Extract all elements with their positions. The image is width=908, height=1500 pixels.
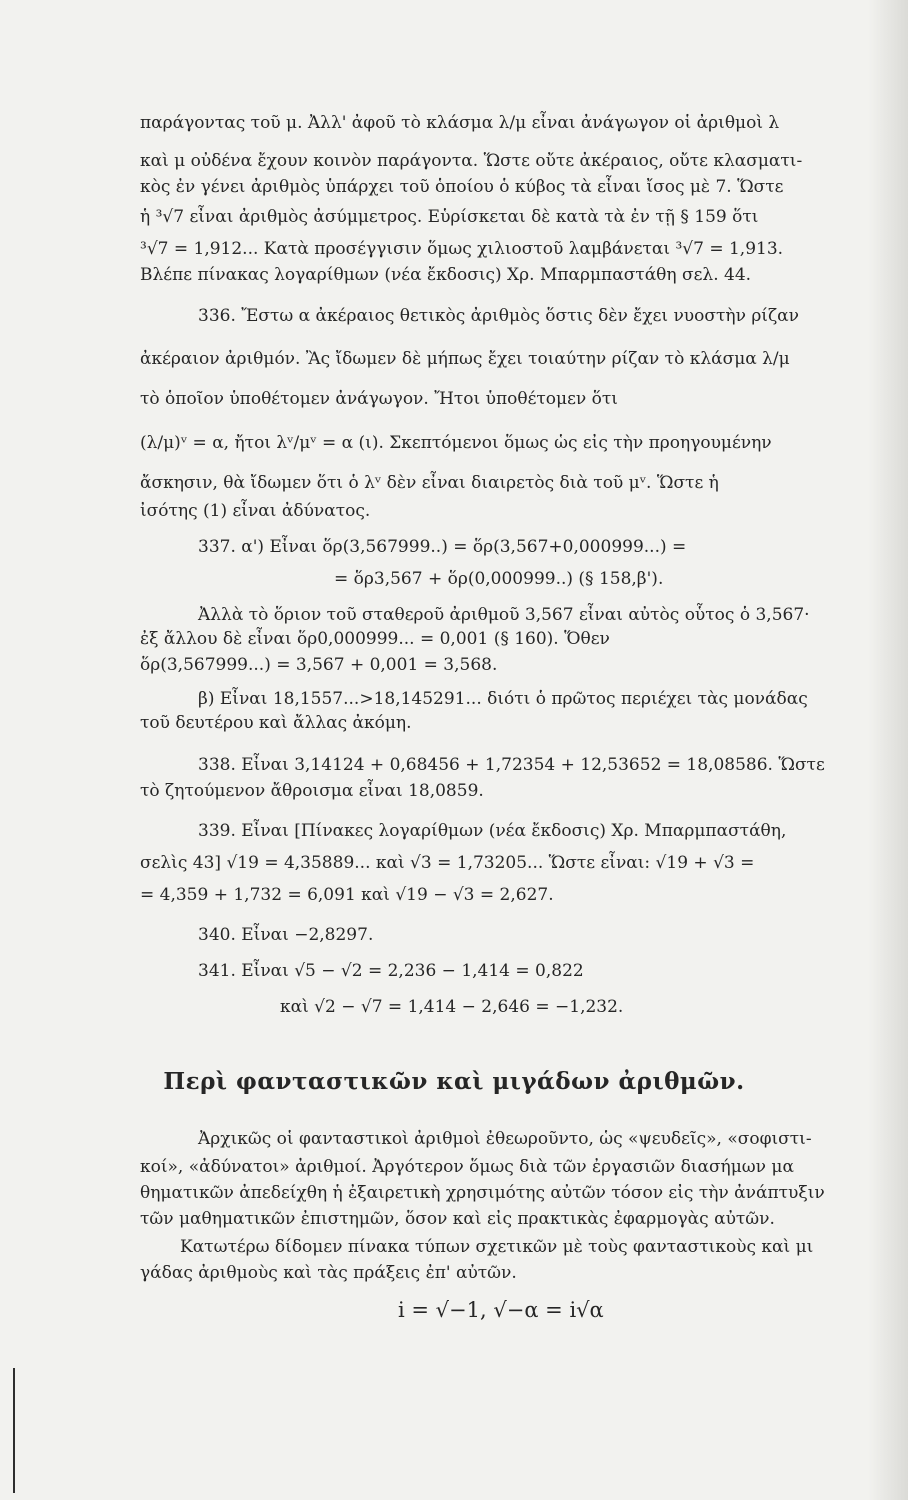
- exercise-336-line-3: τὸ ὁποῖον ὑποθέτομεν ἀνάγωγον. Ἤτοι ὑποθέτομεν ὅτι: [140, 389, 618, 409]
- section-text-5: Κατωτέρω δίδομεν πίνακα τύπων σχετικῶν μὲ τοὺς φανταστικοὺς καὶ μι: [180, 1237, 814, 1257]
- exercise-338-line-1: 338. Εἶναι 3,14124 + 0,68456 + 1,72354 + 12,53652 = 18,08586. Ὥστε: [198, 755, 825, 775]
- exercise-339-line-2: σελὶς 43] √19 = 4,35889... καὶ √3 = 1,73205... Ὥστε εἶναι: √19 + √3 =: [140, 853, 755, 873]
- section-text-4: τῶν μαθηματικῶν ἐπιστημῶν, ὅσον καὶ εἰς πρακτικὰς ἐφαρμογὰς αὐτῶν.: [140, 1209, 775, 1229]
- page-edge-shadow: [868, 0, 908, 1500]
- exercise-336-equation: (λ/μ)ᵛ = α, ἤτοι λᵛ/μᵛ = α (ι). Σκεπτόμενοι ὅμως ὡς εἰς τὴν προηγουμένην: [140, 433, 772, 453]
- section-text-6: γάδας ἀριθμοὺς καὶ τὰς πράξεις ἐπ' αὐτῶν.: [140, 1263, 517, 1283]
- text-line-2: καὶ μ οὐδένα ἔχουν κοινὸν παράγοντα. Ὥστε οὔτε ἀκέραιος, οὔτε κλασματι-: [140, 151, 803, 171]
- section-text-2: κοί», «ἀδύνατοι» ἀριθμοί. Ἀργότερον ὅμως διὰ τῶν ἐργασιῶν διασήμων μα: [140, 1157, 794, 1177]
- exercise-337-line-2: = ὅρ3,567 + ὅρ(0,000999..) (§ 158,β').: [334, 569, 664, 589]
- text-line-3: κὸς ἐν γένει ἀριθμὸς ὑπάρχει τοῦ ὁποίου ὁ κύβος τὰ εἶναι ἴσος μὲ 7. Ὥστε: [140, 177, 784, 197]
- text-line-4: ἡ ³√7 εἶναι ἀριθμὸς ἀσύμμετρος. Εὑρίσκεται δὲ κατὰ τὰ ἐν τῇ § 159 ὅτι: [140, 207, 759, 227]
- exercise-336-line-2: ἀκέραιον ἀριθμόν. Ἂς ἴδωμεν δὲ μήπως ἔχει τοιαύτην ρίζαν τὸ κλάσμα λ/μ: [140, 349, 790, 369]
- exercise-337-b-line-1: β) Εἶναι 18,1557...>18,145291... διότι ὁ πρῶτος περιέχει τὰς μονάδας: [198, 689, 808, 709]
- exercise-337-b-line-2: τοῦ δευτέρου καὶ ἄλλας ἀκόμη.: [140, 713, 412, 733]
- exercise-339-line-3: = 4,359 + 1,732 = 6,091 καὶ √19 − √3 = 2,627.: [140, 885, 554, 905]
- section-heading: Περὶ φανταστικῶν καὶ μιγάδων ἀριθμῶν.: [163, 1068, 745, 1095]
- imaginary-unit-formula: i = √−1, √−α = i√α: [398, 1298, 604, 1322]
- exercise-338-line-2: τὸ ζητούμενον ἄθροισμα εἶναι 18,0859.: [140, 781, 484, 801]
- text-line-6: Βλέπε πίνακας λογαρίθμων (νέα ἔκδοσις) Χρ. Μπαρμπαστάθη σελ. 44.: [140, 265, 752, 285]
- section-text-1: Ἀρχικῶς οἱ φανταστικοὶ ἀριθμοὶ ἐθεωροῦντο, ὡς «ψευδεῖς», «σοφιστι-: [198, 1129, 812, 1149]
- text-line-5: ³√7 = 1,912... Κατὰ προσέγγισιν ὅμως χιλιοστοῦ λαμβάνεται ³√7 = 1,913.: [140, 239, 784, 259]
- exercise-337-line-3: Ἀλλὰ τὸ ὅριον τοῦ σταθεροῦ ἀριθμοῦ 3,567 εἶναι αὐτὸς οὗτος ὁ 3,567·: [198, 605, 810, 625]
- exercise-337-line-1: 337. α') Εἶναι ὅρ(3,567999..) = ὅρ(3,567+0,000999...) =: [198, 537, 687, 557]
- text-line-1: παράγοντας τοῦ μ. Ἀλλ' ἀφοῦ τὸ κλάσμα λ/μ εἶναι ἀνάγωγον οἱ ἀριθμοὶ λ: [140, 113, 780, 133]
- exercise-337-line-4: ἐξ ἄλλου δὲ εἶναι ὅρ0,000999... = 0,001 (§ 160). Ὅθεν: [140, 629, 610, 649]
- exercise-339-line-1: 339. Εἶναι [Πίνακες λογαρίθμων (νέα ἔκδοσις) Χρ. Μπαρμπαστάθη,: [198, 821, 787, 841]
- exercise-340: 340. Εἶναι −2,8297.: [198, 925, 374, 945]
- exercise-336-line-6: ἰσότης (1) εἶναι ἀδύνατος.: [140, 501, 371, 521]
- section-text-3: θηματικῶν ἀπεδείχθη ἡ ἐξαιρετικὴ χρησιμότης αὐτῶν τόσον εἰς τὴν ἀνάπτυξιν: [140, 1183, 825, 1203]
- exercise-337-line-5: ὅρ(3,567999...) = 3,567 + 0,001 = 3,568.: [140, 655, 498, 675]
- margin-rule: [13, 1368, 15, 1493]
- exercise-336-line-1: 336. Ἔστω α ἀκέραιος θετικὸς ἀριθμὸς ὅστις δὲν ἔχει νυοστὴν ρίζαν: [198, 306, 800, 326]
- exercise-336-line-5: ἄσκησιν, θὰ ἴδωμεν ὅτι ὁ λᵛ δὲν εἶναι διαιρετὸς διὰ τοῦ μᵛ. Ὥστε ἡ: [140, 473, 719, 493]
- exercise-341-line-2: καὶ √2 − √7 = 1,414 − 2,646 = −1,232.: [280, 997, 624, 1017]
- exercise-341-line-1: 341. Εἶναι √5 − √2 = 2,236 − 1,414 = 0,822: [198, 961, 584, 981]
